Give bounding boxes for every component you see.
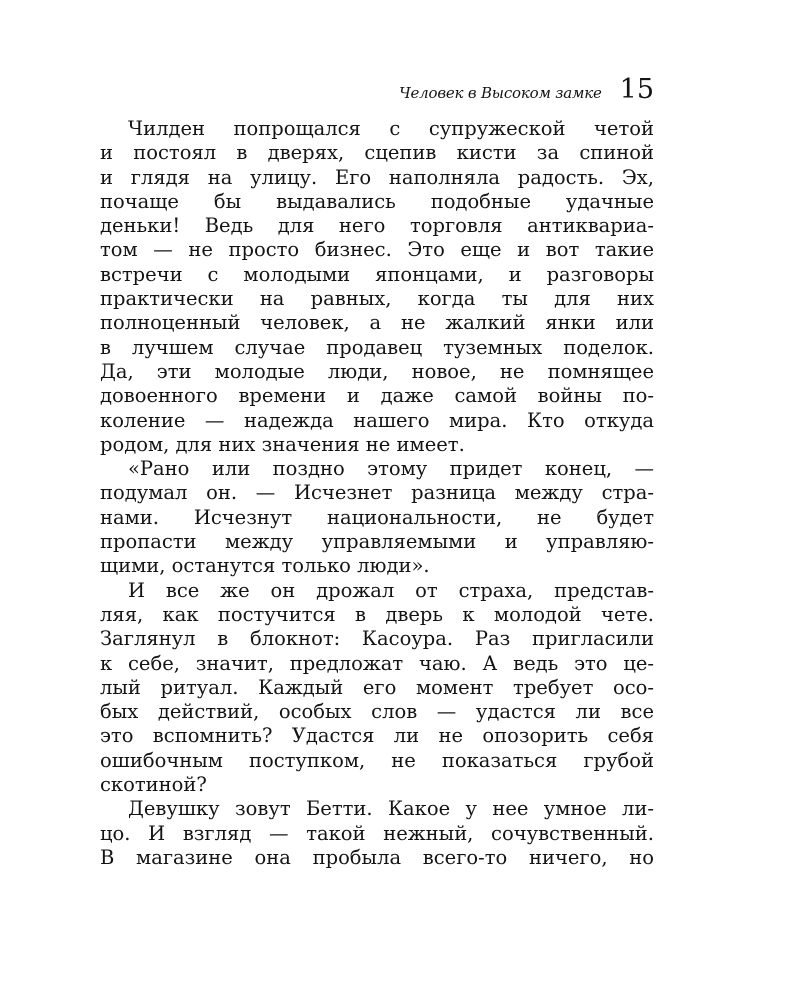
text-line: щими, останутся только люди». xyxy=(100,554,430,578)
text-line: и постоял в дверях, сцепив кисти за спиной xyxy=(100,141,654,165)
text-line: почаще бы выдавались подобные удачные xyxy=(100,189,654,213)
text-line: «Рано или поздно этому придет конец, — xyxy=(128,457,654,481)
text-line: к себе, значит, предложат чаю. А ведь это це- xyxy=(100,651,654,675)
text-line: коление — надежда нашего мира. Кто откуда xyxy=(100,408,654,432)
text-line: том — не просто бизнес. Это еще и вот такие xyxy=(100,238,654,262)
text-line: Девушку зовут Бетти. Какое у нее умное ли- xyxy=(128,797,654,821)
text-line: ошибочным поступком, не показаться грубой xyxy=(100,748,654,772)
text-line: Заглянул в блокнот: Касоура. Раз пригласили xyxy=(100,627,654,651)
text-line: лый ритуал. Каждый его момент требует осо- xyxy=(100,675,654,699)
running-title: Человек в Высоком замке xyxy=(399,84,602,102)
text-line: ляя, как постучится в дверь к молодой чете. xyxy=(100,602,654,626)
text-line: практически на равных, когда ты для них xyxy=(100,287,654,311)
text-line: пропасти между управляемыми и управляю- xyxy=(100,530,654,554)
body-text xyxy=(100,117,654,870)
page-number: 15 xyxy=(619,74,654,105)
text-line: подумал он. — Исчезнет разница между стра- xyxy=(100,481,654,505)
text-line: это вспомнить? Удастся ли не опозорить себя xyxy=(100,724,654,748)
text-line: полноценный человек, а не жалкий янки или xyxy=(100,311,654,335)
text-line: скотиной? xyxy=(100,773,207,797)
text-line: Да, эти молодые люди, новое, не помнящее xyxy=(100,359,654,383)
text-line: и глядя на улицу. Его наполняла радость. Эх, xyxy=(100,165,654,189)
text-line: цо. И взгляд — такой нежный, сочувственный. xyxy=(100,821,654,845)
text-line: в лучшем случае продавец туземных поделок. xyxy=(100,335,654,359)
running-header xyxy=(100,74,654,110)
text-line: довоенного времени и даже самой войны по- xyxy=(100,384,654,408)
text-line: И все же он дрожал от страха, представ- xyxy=(128,578,654,602)
text-line: родом, для них значения не имеет. xyxy=(100,432,465,456)
text-line: В магазине она пробыла всего-то ничего, но xyxy=(100,845,654,869)
text-line: деньки! Ведь для него торговля антиквариа- xyxy=(100,214,654,238)
text-line: встречи с молодыми японцами, и разговоры xyxy=(100,262,654,286)
text-line: бых действий, особых слов — удастся ли все xyxy=(100,700,654,724)
text-line: нами. Исчезнут национальности, не будет xyxy=(100,505,654,529)
text-line: Чилден попрощался с супружеской четой xyxy=(128,117,654,140)
